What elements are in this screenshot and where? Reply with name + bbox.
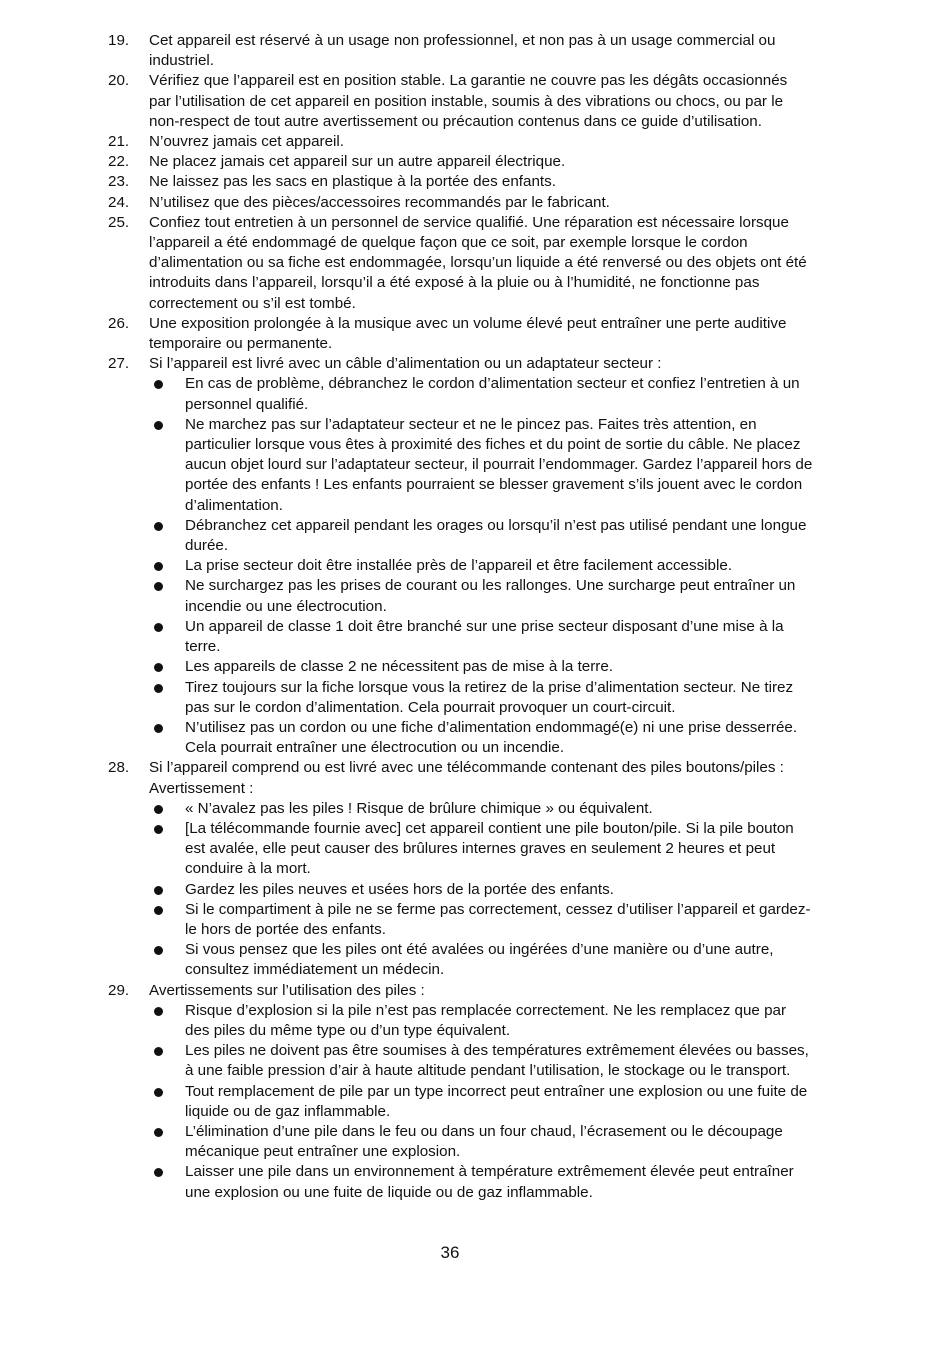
bullet-item xyxy=(108,374,813,414)
list-item xyxy=(108,71,813,132)
item-number: 27. xyxy=(108,355,130,373)
bullet-item xyxy=(108,799,813,819)
item-number: 24. xyxy=(108,193,130,211)
item-text: Avertissements sur l’utilisation des piles : xyxy=(149,981,425,999)
bullet-text: N’utilisez pas un cordon ou une fiche d’alimentation endommagé(e) ni une prise desserrée. Cela pourrait entraîner une électrocution ou un incendie. xyxy=(185,718,798,757)
item-text: Ne placez jamais cet appareil sur un autre appareil électrique. xyxy=(149,153,566,171)
list-item xyxy=(108,132,813,152)
bullet-dot-icon xyxy=(154,380,163,389)
bullet-item xyxy=(108,657,813,677)
bullet-dot-icon xyxy=(154,1128,163,1137)
bullet-item xyxy=(108,718,813,758)
bullet-text: Si vous pensez que les piles ont été avalées ou ingérées d’une manière ou d’une autre, consultez immédiatement un médecin. xyxy=(185,941,774,979)
item-text: Confiez tout entretien à un personnel de service qualifié. Une réparation est nécessaire lorsque l’appareil a été endommagé de quelque façon que ce soit, par exemple lorsque le cordon d’alimentation ou sa fiche est endommagée, lorsqu’un liquide a été renversé ou des objets ont été introduits dans l’appareil, lorsqu’il a été exposé à la pluie ou à l’humidité, ne fonctionne pas correctement ou s’il est tombé. xyxy=(149,213,807,312)
bullet-item xyxy=(108,576,813,616)
item-text: N’utilisez que des pièces/accessoires recommandés par le fabricant. xyxy=(149,193,610,211)
bullet-item xyxy=(108,900,813,940)
item-number: 20. xyxy=(108,72,130,90)
bullet-item xyxy=(108,1041,813,1081)
list-item xyxy=(108,193,813,213)
bullet-dot-icon xyxy=(154,825,163,834)
bullet-item xyxy=(108,556,813,576)
bullet-dot-icon xyxy=(154,805,163,814)
item-number: 22. xyxy=(108,153,130,171)
bullet-list xyxy=(108,799,813,981)
bullet-dot-icon xyxy=(154,886,163,895)
bullet-text: Un appareil de classe 1 doit être branché sur une prise secteur disposant d’une mise à la terre. xyxy=(185,617,784,656)
bullet-item xyxy=(108,1162,813,1202)
bullet-text: Tirez toujours sur la fiche lorsque vous la retirez de la prise d’alimentation secteur. Ne tirez pas sur le cordon d’alimentation. Cela pourrait provoquer un court-circuit. xyxy=(185,678,794,716)
bullet-dot-icon xyxy=(154,906,163,915)
bullet-text: Les appareils de classe 2 ne nécessitent pas de mise à la terre. xyxy=(185,658,614,676)
bullet-text: En cas de problème, débranchez le cordon d’alimentation secteur et confiez l’entretien à un personnel qualifié. xyxy=(185,375,800,413)
bullet-dot-icon xyxy=(154,623,163,632)
bullet-dot-icon xyxy=(154,421,163,430)
bullet-item xyxy=(108,1001,813,1041)
item-number: 26. xyxy=(108,314,130,332)
item-number: 25. xyxy=(108,213,130,231)
list-item xyxy=(108,354,813,374)
bullet-item xyxy=(108,678,813,718)
bullet-item xyxy=(108,940,813,980)
list-item xyxy=(108,172,813,192)
list-item xyxy=(108,758,813,798)
bullet-text: Risque d’explosion si la pile n’est pas remplacée correctement. Ne les remplacez que par des piles du même type ou d’un type équivalent. xyxy=(185,1001,787,1039)
bullet-dot-icon xyxy=(154,663,163,672)
item-text: N’ouvrez jamais cet appareil. xyxy=(149,133,344,151)
bullet-text: Ne surchargez pas les prises de courant ou les rallonges. Une surcharge peut entraîner un incendie ou une électrocution. xyxy=(185,577,796,615)
bullet-item xyxy=(108,516,813,556)
bullet-dot-icon xyxy=(154,724,163,733)
list-item xyxy=(108,981,813,1001)
item-number: 29. xyxy=(108,981,130,999)
bullet-item xyxy=(108,880,813,900)
item-text: Si l’appareil comprend ou est livré avec une télécommande contenant des piles boutons/piles : Avertissement : xyxy=(149,759,784,797)
bullet-text: Si le compartiment à pile ne se ferme pas correctement, cessez d’utiliser l’appareil et gardez-le hors de portée des enfants. xyxy=(185,900,811,938)
list-item xyxy=(108,314,813,354)
item-number: 19. xyxy=(108,32,130,49)
bullet-item xyxy=(108,819,813,880)
item-number: 23. xyxy=(108,173,130,191)
bullet-text: Débranchez cet appareil pendant les orages ou lorsqu’il n’est pas utilisé pendant une longue durée. xyxy=(185,516,807,555)
bullet-item xyxy=(108,1082,813,1122)
bullet-dot-icon xyxy=(154,522,163,531)
list-item xyxy=(108,31,813,71)
bullet-dot-icon xyxy=(154,582,163,591)
bullet-text: Gardez les piles neuves et usées hors de la portée des enfants. xyxy=(185,880,614,898)
bullet-text: Tout remplacement de pile par un type incorrect peut entraîner une explosion ou une fuite de liquide ou de gaz inflammable. xyxy=(185,1082,808,1120)
item-text: Si l’appareil est livré avec un câble d’alimentation ou un adaptateur secteur : xyxy=(149,355,662,373)
bullet-dot-icon xyxy=(154,946,163,955)
bullet-dot-icon xyxy=(154,684,163,693)
bullet-dot-icon xyxy=(154,1168,163,1177)
bullet-dot-icon xyxy=(154,562,163,571)
item-text: Ne laissez pas les sacs en plastique à la portée des enfants. xyxy=(149,173,556,191)
bullet-item xyxy=(108,1122,813,1162)
list-item xyxy=(108,213,813,314)
bullet-text: Les piles ne doivent pas être soumises à des températures extrêmement élevées ou basses, à une faible pression d’air à haute altitude pendant l’utilisation, le stockage ou le transport. xyxy=(185,1042,809,1080)
bullet-text: [La télécommande fournie avec] cet appareil contient une pile bouton/pile. Si la pile bouton est avalée, elle peut causer des brûlures internes graves en seulement 2 heures et peut conduire à la mort. xyxy=(185,819,794,878)
bullet-dot-icon xyxy=(154,1088,163,1097)
item-number: 21. xyxy=(108,133,130,151)
bullet-text: L’élimination d’une pile dans le feu ou dans un four chaud, l’écrasement ou le découpage mécanique peut entraîner une explosion. xyxy=(185,1122,783,1161)
bullet-text: Ne marchez pas sur l’adaptateur secteur et ne le pincez pas. Faites très attention, en particulier lorsque vous êtes à proximité des fiches et du point de sortie du câble. Ne placez aucun objet lourd sur l’adaptateur secteur, il pourrait l’endommager. Gardez l’appareil hors de portée des enfants ! Les enfants pourraient se blesser gravement s’ils jouent avec le cordon d’alimentation. xyxy=(185,415,813,514)
bullet-list xyxy=(108,374,813,758)
bullet-text: La prise secteur doit être installée près de l’appareil et être facilement accessible. xyxy=(185,557,733,575)
safety-instructions-list xyxy=(108,31,813,1203)
item-text: Une exposition prolongée à la musique avec un volume élevé peut entraîner une perte auditive temporaire ou permanente. xyxy=(149,314,787,353)
item-number: 28. xyxy=(108,759,130,777)
bullet-dot-icon xyxy=(154,1007,163,1016)
item-text: Vérifiez que l’appareil est en position stable. La garantie ne couvre pas les dégâts occasionnés par l’utilisation de cet appareil en position instable, soumis à des vibrations ou chocs, ou par le non-respect de tout autre avertissement ou précaution contenus dans ce guide d’utilisation. xyxy=(149,72,788,130)
bullet-text: « N’avalez pas les piles ! Risque de brûlure chimique » ou équivalent. xyxy=(185,799,653,817)
bullet-list xyxy=(108,1001,813,1203)
item-text: Cet appareil est réservé à un usage non professionnel, et non pas à un usage commercial ou industriel. xyxy=(149,32,776,70)
bullet-item xyxy=(108,415,813,516)
list-item xyxy=(108,152,813,172)
bullet-dot-icon xyxy=(154,1047,163,1056)
bullet-item xyxy=(108,617,813,657)
bullet-text: Laisser une pile dans un environnement à température extrêmement élevée peut entraîner une explosion ou une fuite de liquide ou de gaz inflammable. xyxy=(185,1163,794,1201)
page-number: 36 xyxy=(440,1243,460,1262)
